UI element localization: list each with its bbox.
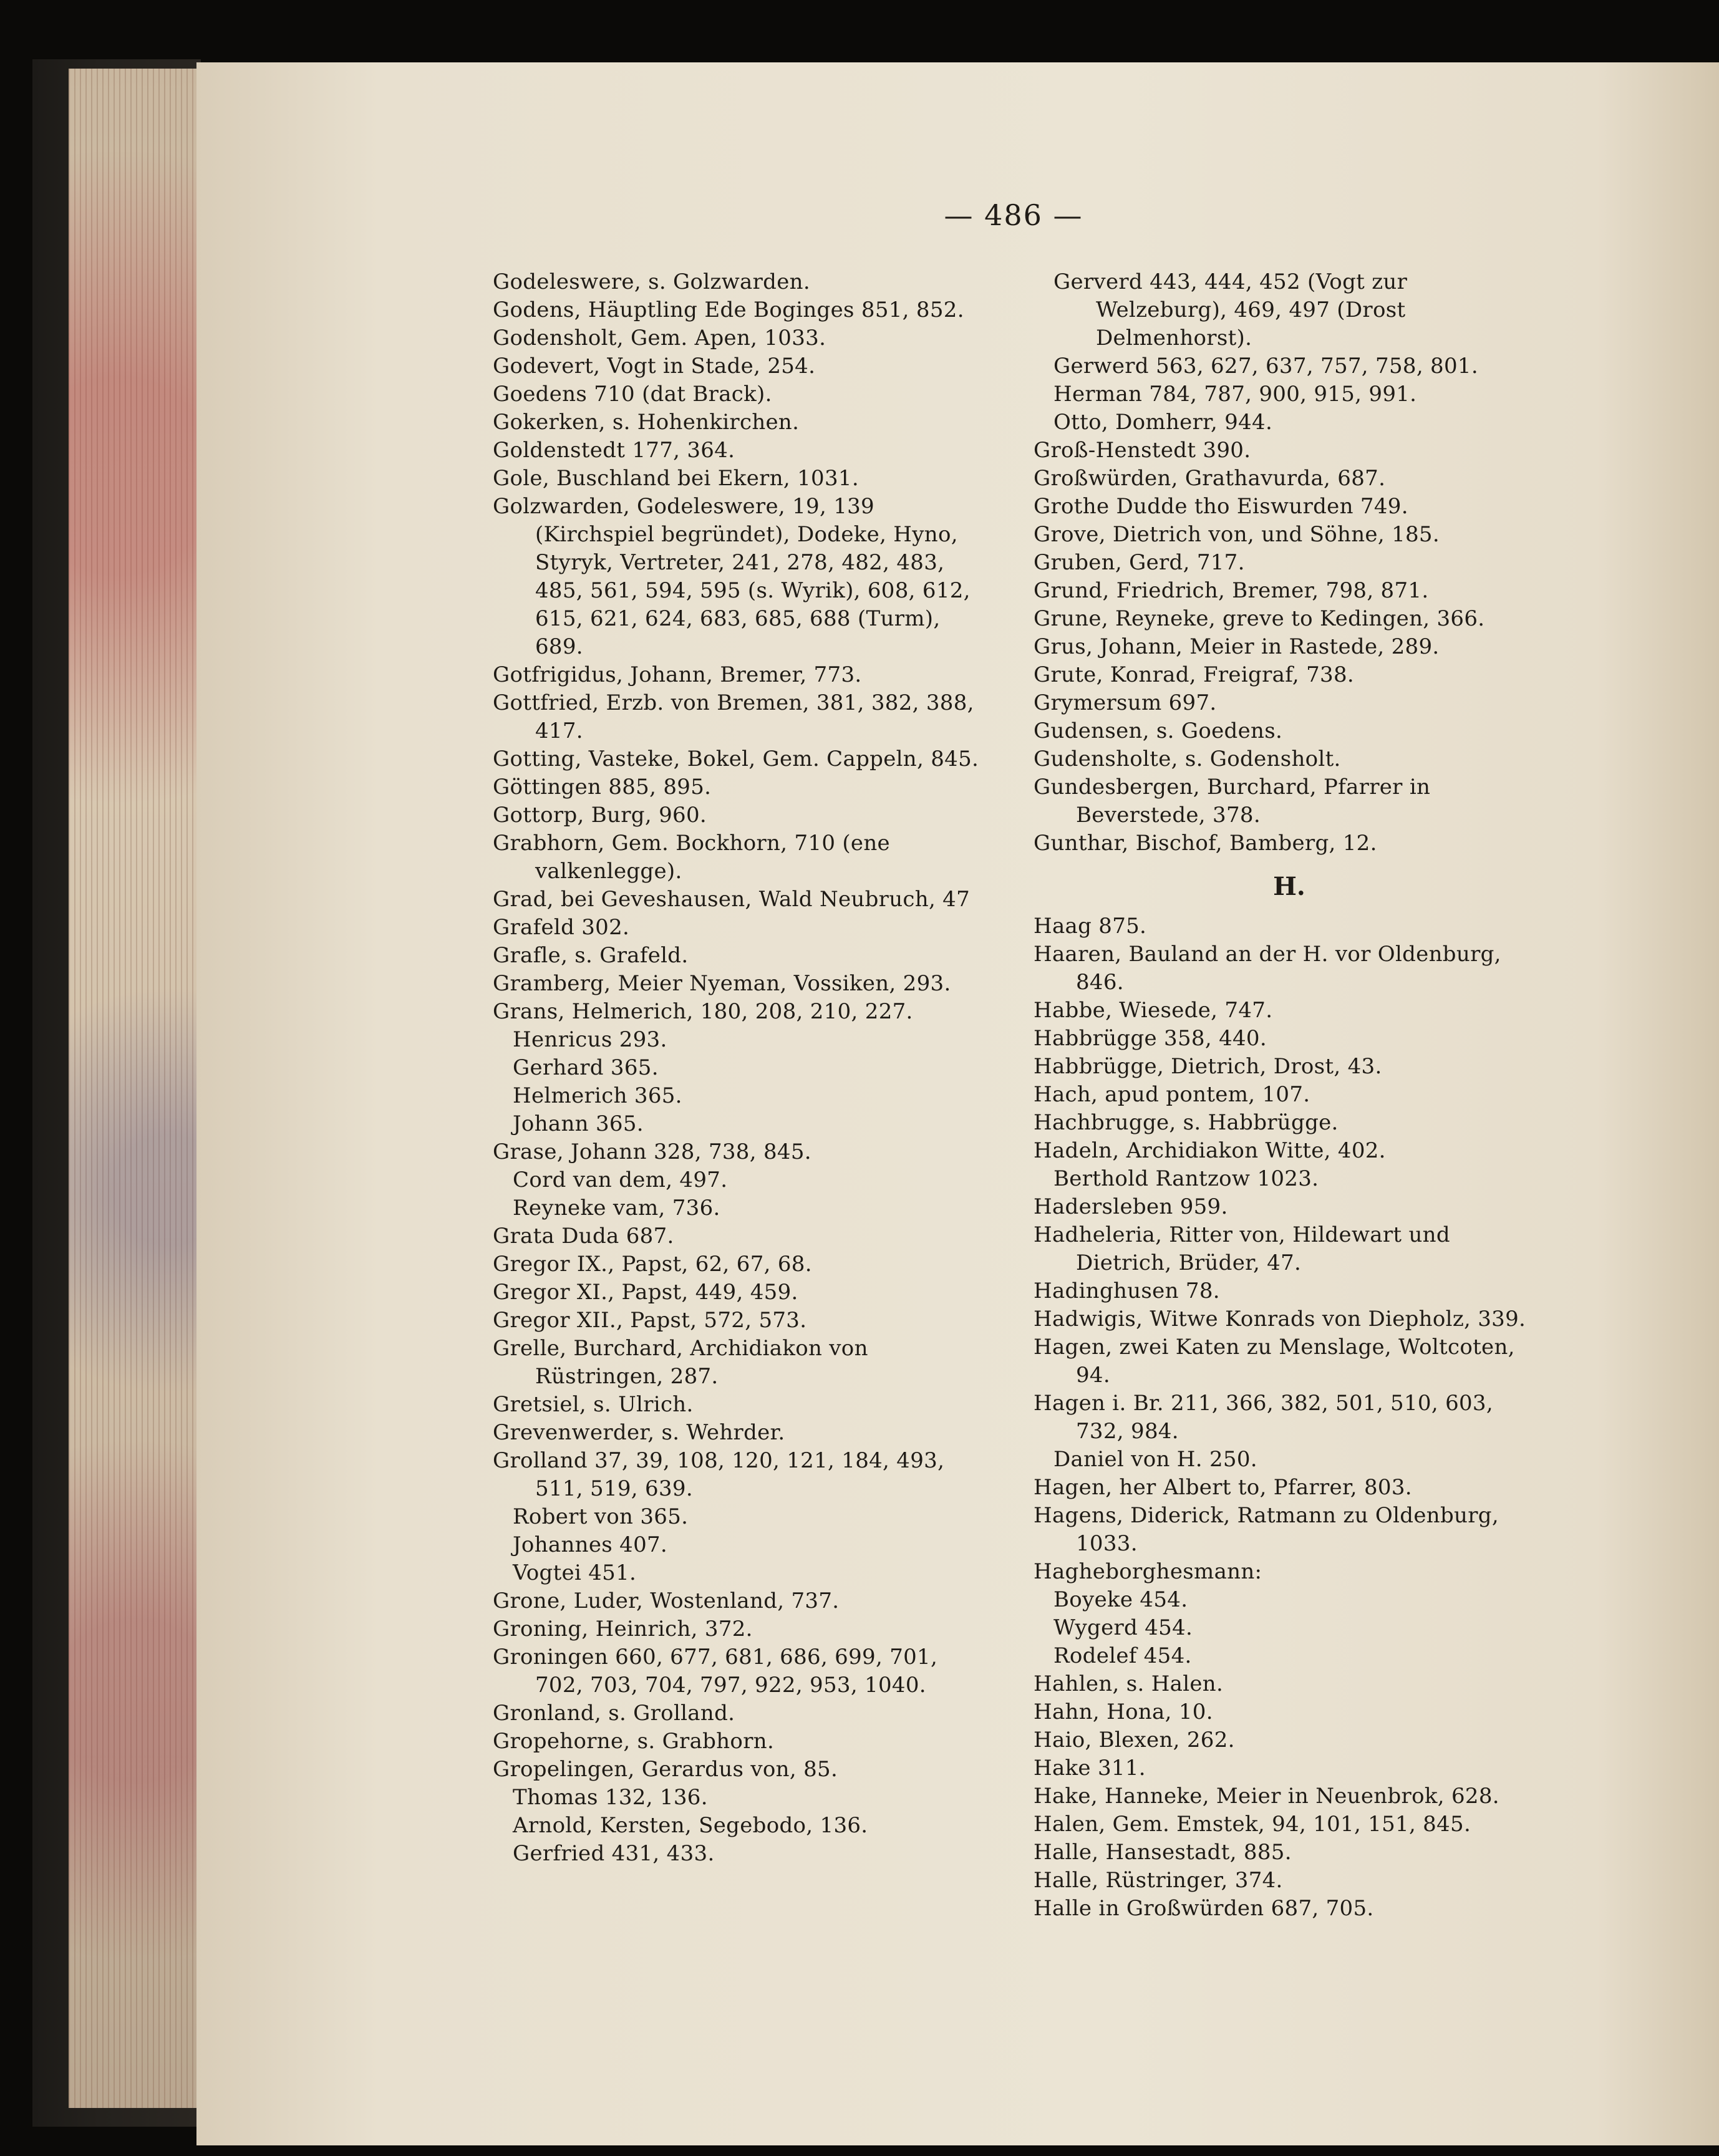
index-entry: Groß-Henstedt 390. xyxy=(1034,438,1251,463)
index-subentry: Robert von 365. xyxy=(513,1504,689,1529)
index-column-right xyxy=(1034,268,1545,1923)
index-entry: Gramberg, Meier Nyeman, Vossiken, 293. xyxy=(493,971,951,996)
index-entry: Grune, Reyneke, greve to Kedingen, 366. xyxy=(1034,606,1485,631)
index-subentry: Gerwerd 563, 627, 637, 757, 758, 801. xyxy=(1053,354,1478,379)
index-entry: Grad, bei Geveshausen, Wald Neubruch, 47 xyxy=(493,887,971,912)
index-entry: Hadheleria, Ritter von, Hildewart und Dietrich, Brüder, 47. xyxy=(1034,1222,1450,1275)
index-entry: Gunthar, Bischof, Bamberg, 12. xyxy=(1034,831,1377,856)
index-entry: Grothe Dudde tho Eiswurden 749. xyxy=(1034,494,1408,519)
index-entry: Godensholt, Gem. Apen, 1033. xyxy=(493,326,826,350)
index-entry: Godevert, Vogt in Stade, 254. xyxy=(493,354,816,379)
index-entry: Grolland 37, 39, 108, 120, 121, 184, 493, 511, 519, 639. xyxy=(493,1448,945,1501)
index-entry: Grase, Johann 328, 738, 845. xyxy=(493,1139,811,1164)
index-entry: Grevenwerder, s. Wehrder. xyxy=(493,1420,785,1445)
index-entry: Großwürden, Grathavurda, 687. xyxy=(1034,466,1386,491)
index-entry: Hagheborghesmann: xyxy=(1034,1559,1262,1584)
index-entry: Grafeld 302. xyxy=(493,915,630,940)
index-subentry: Gerverd 443, 444, 452 (Vogt zur Welzeburg), 469, 497 (Drost Delmenhorst). xyxy=(1053,269,1408,350)
index-entry: Hahn, Hona, 10. xyxy=(1034,1699,1213,1724)
index-entry: Grove, Dietrich von, und Söhne, 185. xyxy=(1034,522,1440,547)
index-entry: Groningen 660, 677, 681, 686, 699, 701, 702, 703, 704, 797, 922, 953, 1040. xyxy=(493,1645,938,1698)
index-subentry: Daniel von H. 250. xyxy=(1053,1447,1257,1472)
index-entry: Grata Duda 687. xyxy=(493,1224,674,1249)
index-entry: Gole, Buschland bei Ekern, 1031. xyxy=(493,466,859,491)
index-entry: Hagens, Diderick, Ratmann zu Oldenburg, 1033. xyxy=(1034,1503,1499,1556)
index-entry: Gruben, Gerd, 717. xyxy=(1034,550,1245,575)
index-entry: Hadersleben 959. xyxy=(1034,1194,1228,1219)
index-entry: Halen, Gem. Emstek, 94, 101, 151, 845. xyxy=(1034,1812,1471,1837)
index-subentry: Henricus 293. xyxy=(513,1027,667,1052)
index-column-left xyxy=(493,268,992,1868)
index-entry: Grone, Luder, Wostenland, 737. xyxy=(493,1588,840,1613)
index-entry: Gregor XI., Papst, 449, 459. xyxy=(493,1280,798,1305)
index-entry: Gregor XII., Papst, 572, 573. xyxy=(493,1308,807,1333)
index-entry: Hake 311. xyxy=(1034,1756,1146,1781)
index-subentry: Thomas 132, 136. xyxy=(513,1785,708,1810)
index-subentry: Berthold Rantzow 1023. xyxy=(1053,1166,1319,1191)
index-entry: Hadwigis, Witwe Konrads von Diepholz, 339. xyxy=(1034,1307,1526,1332)
page-number: — 486 — xyxy=(944,198,1083,232)
index-entry: Halle in Großwürden 687, 705. xyxy=(1034,1896,1374,1921)
index-subentry: Reyneke vam, 736. xyxy=(513,1196,720,1221)
index-entry: Grelle, Burchard, Archidiakon von Rüstringen, 287. xyxy=(493,1336,868,1389)
index-subentry: Gerfried 431, 433. xyxy=(513,1841,715,1866)
index-entry: Gotting, Vasteke, Bokel, Gem. Cappeln, 845. xyxy=(493,747,979,771)
index-entry: Habbrügge 358, 440. xyxy=(1034,1026,1267,1051)
index-entry: Hagen, zwei Katen zu Menslage, Woltcoten, 94. xyxy=(1034,1335,1515,1388)
index-entry: Haaren, Bauland an der H. vor Oldenburg, 846. xyxy=(1034,942,1501,995)
index-subentry: Helmerich 365. xyxy=(513,1083,682,1108)
index-entry: Grund, Friedrich, Bremer, 798, 871. xyxy=(1034,578,1429,603)
index-entry: Grafle, s. Grafeld. xyxy=(493,943,689,968)
index-entry: Gottfried, Erzb. von Bremen, 381, 382, 388, 417. xyxy=(493,690,974,743)
index-entry: Haio, Blexen, 262. xyxy=(1034,1728,1235,1752)
index-entry: Gregor IX., Papst, 62, 67, 68. xyxy=(493,1252,812,1277)
index-entry: Grymersum 697. xyxy=(1034,690,1217,715)
index-subentry: Johann 365. xyxy=(513,1111,644,1136)
index-entry: Göttingen 885, 895. xyxy=(493,775,712,800)
index-entry: Gotfrigidus, Johann, Bremer, 773. xyxy=(493,662,862,687)
index-column-right-top xyxy=(1034,268,1545,858)
index-entry: Haag 875. xyxy=(1034,914,1147,939)
index-subentry: Wygerd 454. xyxy=(1053,1615,1193,1640)
index-entry: Golzwarden, Godeleswere, 19, 139 (Kirchspiel begründet), Dodeke, Hyno, Styryk, Vertreter, 241, 278, 482, 483, 485, 561, 594, 595 (s. Wyrik), 608, 612, 615, 621, 624, 683, 685, 688 (Turm), 689. xyxy=(493,494,971,659)
index-entry: Gudensen, s. Goedens. xyxy=(1034,718,1283,743)
index-entry: Grus, Johann, Meier in Rastede, 289. xyxy=(1034,634,1440,659)
section-heading: H. xyxy=(1273,872,1305,901)
index-entry: Halle, Hansestadt, 885. xyxy=(1034,1840,1292,1865)
index-entry: Hagen i. Br. 211, 366, 382, 501, 510, 603, 732, 984. xyxy=(1034,1391,1493,1444)
index-entry: Grans, Helmerich, 180, 208, 210, 227. xyxy=(493,999,913,1024)
index-entry: Hachbrugge, s. Habbrügge. xyxy=(1034,1110,1339,1135)
index-entry: Goedens 710 (dat Brack). xyxy=(493,382,772,407)
index-subentry: Gerhard 365. xyxy=(513,1055,659,1080)
index-entry: Habbrügge, Dietrich, Drost, 43. xyxy=(1034,1054,1382,1079)
index-subentry: Vogtei 451. xyxy=(513,1560,637,1585)
index-entry: Hake, Hanneke, Meier in Neuenbrok, 628. xyxy=(1034,1784,1499,1809)
index-subentry: Otto, Domherr, 944. xyxy=(1053,410,1273,435)
index-entry: Gretsiel, s. Ulrich. xyxy=(493,1392,694,1417)
index-entry: Hadeln, Archidiakon Witte, 402. xyxy=(1034,1138,1386,1163)
index-entry: Hach, apud pontem, 107. xyxy=(1034,1082,1310,1107)
index-entry: Gropelingen, Gerardus von, 85. xyxy=(493,1757,838,1782)
index-column-right-bottom xyxy=(1034,912,1545,1923)
index-entry: Grute, Konrad, Freigraf, 738. xyxy=(1034,662,1354,687)
index-subentry: Arnold, Kersten, Segebodo, 136. xyxy=(513,1813,868,1838)
index-entry: Gundesbergen, Burchard, Pfarrer in Beverstede, 378. xyxy=(1034,775,1431,828)
index-entry: Gropehorne, s. Grabhorn. xyxy=(493,1729,775,1754)
index-entry: Grabhorn, Gem. Bockhorn, 710 (ene valkenlegge). xyxy=(493,831,890,884)
index-entry: Habbe, Wiesede, 747. xyxy=(1034,998,1273,1023)
index-subentry: Boyeke 454. xyxy=(1053,1587,1188,1612)
index-entry: Halle, Rüstringer, 374. xyxy=(1034,1868,1283,1893)
index-subentry: Cord van dem, 497. xyxy=(513,1167,728,1192)
index-entry: Groning, Heinrich, 372. xyxy=(493,1617,753,1641)
index-entry: Gronland, s. Grolland. xyxy=(493,1701,735,1726)
index-subentry: Herman 784, 787, 900, 915, 991. xyxy=(1053,382,1417,407)
index-entry: Goldenstedt 177, 364. xyxy=(493,438,735,463)
index-entry: Hahlen, s. Halen. xyxy=(1034,1671,1224,1696)
index-entry: Godeleswere, s. Golzwarden. xyxy=(493,269,810,294)
index-entry: Godens, Häuptling Ede Boginges 851, 852. xyxy=(493,297,964,322)
index-entry: Gottorp, Burg, 960. xyxy=(493,803,707,828)
index-subentry: Johannes 407. xyxy=(513,1532,668,1557)
index-entry: Gokerken, s. Hohenkirchen. xyxy=(493,410,800,435)
index-subentry: Rodelef 454. xyxy=(1053,1643,1192,1668)
index-entry: Hagen, her Albert to, Pfarrer, 803. xyxy=(1034,1475,1412,1500)
index-entry: Gudensholte, s. Godensholt. xyxy=(1034,747,1341,771)
index-entry: Hadinghusen 78. xyxy=(1034,1279,1220,1303)
